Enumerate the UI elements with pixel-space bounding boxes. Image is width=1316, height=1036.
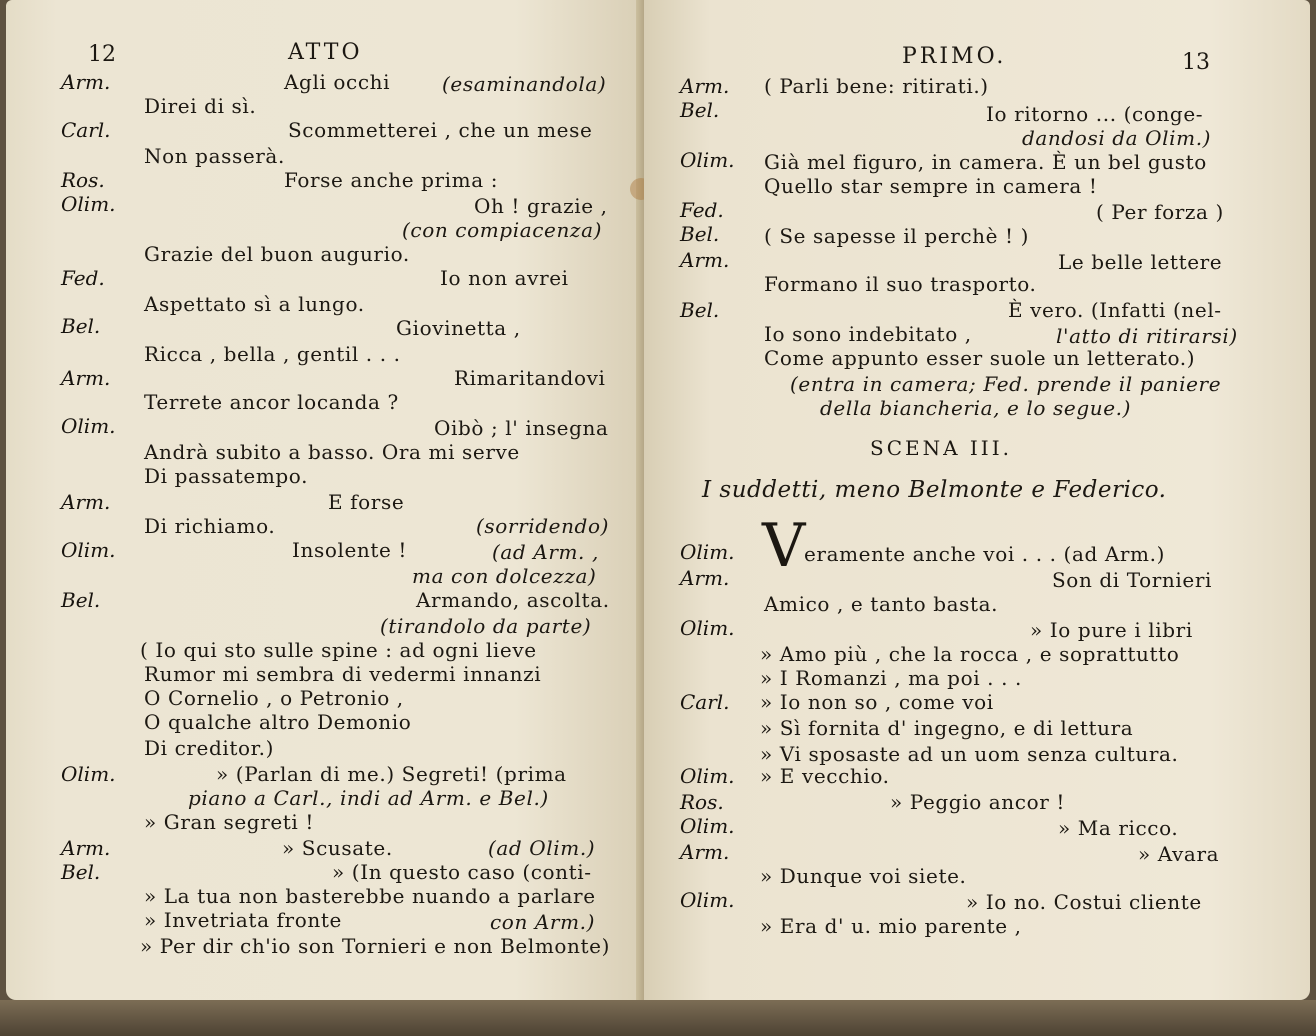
speaker-label: Olim. <box>680 888 735 912</box>
speaker-label: Olim. <box>680 616 735 640</box>
stage-direction: piano a Carl., indi ad Arm. e Bel.) <box>188 786 549 810</box>
speaker-label: Bel. <box>680 222 720 246</box>
verse-line: Rumor mi sembra di vedermi innanzi <box>144 662 542 686</box>
verse-line: Rimaritandovi <box>454 366 606 390</box>
page-edge-shadow <box>0 1000 1316 1036</box>
speaker-label: Olim. <box>680 764 735 788</box>
verse-line: Oh ! grazie , <box>474 194 608 218</box>
verse-line: Amico , e tanto basta. <box>764 592 999 616</box>
stage-direction: (ad Olim.) <box>488 836 596 860</box>
verse-line: » (In questo caso (conti- <box>332 860 592 884</box>
speaker-label: Arm. <box>680 248 730 272</box>
verse-line: ( Parli bene: ritirati.) <box>764 74 989 98</box>
verse-line: E forse <box>328 490 405 514</box>
verse-line: » Per dir ch'io son Tornieri e non Belmonte) <box>140 934 611 958</box>
verse-line: » Scusate. <box>282 836 393 860</box>
verse-line: Le belle lettere <box>1058 250 1223 274</box>
speaker-label: Arm. <box>680 74 730 98</box>
verse-line: Agli occhi <box>284 70 391 94</box>
stage-direction: l'atto di ritirarsi) <box>1056 324 1238 348</box>
verse-line: Scommetterei , che un mese <box>288 118 593 142</box>
verse-line: » Avara <box>1138 842 1220 866</box>
verse-line: » E vecchio. <box>760 764 890 788</box>
speaker-label: Olim. <box>61 414 116 438</box>
stage-direction: ma con dolcezza) <box>412 564 597 588</box>
speaker-label: Arm. <box>680 566 730 590</box>
verse-line: Di passatempo. <box>144 464 309 488</box>
verse-line: Come appunto esser suole un letterato.) <box>764 346 1196 370</box>
verse-line: » Amo più , che la rocca , e soprattutto <box>760 642 1180 666</box>
speaker-label: Bel. <box>61 314 101 338</box>
verse-line: Son di Tornieri <box>1052 568 1212 592</box>
left-page <box>6 0 642 1000</box>
speaker-label: Olim. <box>61 762 116 786</box>
verse-line: O Cornelio , o Petronio , <box>144 686 404 710</box>
verse-line: Ricca , bella , gentil . . . <box>144 342 401 366</box>
speaker-label: Bel. <box>61 860 101 884</box>
verse-line: Già mel figuro, in camera. È un bel gusto <box>764 150 1207 174</box>
verse-line: Aspettato sì a lungo. <box>144 292 365 316</box>
verse-line: ( Se sapesse il perchè ! ) <box>764 224 1030 248</box>
verse-line: Direi di sì. <box>144 94 257 118</box>
verse-line: Giovinetta , <box>396 316 521 340</box>
verse-line: » Invetriata fronte <box>144 908 342 932</box>
verse-line: ( Io qui sto sulle spine : ad ogni lieve <box>140 638 537 662</box>
stage-direction: (entra in camera; Fed. prende il paniere <box>790 372 1222 396</box>
verse-line: Io sono indebitato , <box>764 322 972 346</box>
running-header: PRIMO. <box>902 44 1007 69</box>
running-header: ATTO <box>288 40 363 65</box>
stage-direction: (con compiacenza) <box>402 218 602 242</box>
stage-direction: con Arm.) <box>490 910 596 934</box>
verse-line: Di creditor.) <box>144 736 274 760</box>
speaker-label: Fed. <box>680 198 724 222</box>
scene-heading: SCENA III. <box>870 436 1012 460</box>
stage-direction: dandosi da Olim.) <box>1022 126 1212 150</box>
stage-direction: della biancheria, e lo segue.) <box>820 396 1131 420</box>
speaker-label: Bel. <box>680 98 720 122</box>
verse-line: » Gran segreti ! <box>144 810 315 834</box>
verse-line: » Dunque voi siete. <box>760 864 967 888</box>
verse-line: Andrà subito a basso. Ora mi serve <box>144 440 520 464</box>
verse-line: » Vi sposaste ad un uom senza cultura. <box>760 742 1179 766</box>
speaker-label: Carl. <box>61 118 111 142</box>
verse-line: » La tua non basterebbe nuando a parlare <box>144 884 596 908</box>
speaker-label: Arm. <box>61 70 111 94</box>
verse-line: » Sì fornita d' ingegno, e di lettura <box>760 716 1134 740</box>
verse-line: Di richiamo. <box>144 514 276 538</box>
verse-line: Formano il suo trasporto. <box>764 272 1037 296</box>
verse-line: Io non avrei <box>440 266 569 290</box>
verse-line: Terrete ancor locanda ? <box>144 390 399 414</box>
verse-line: » Peggio ancor ! <box>890 790 1065 814</box>
scene-subtitle: I suddetti, meno Belmonte e Federico. <box>702 477 1167 503</box>
speaker-label: Carl. <box>680 690 730 714</box>
verse-line: ( Per forza ) <box>1096 200 1224 224</box>
verse-line: Oibò ; l' insegna <box>434 416 609 440</box>
verse-line: Quello star sempre in camera ! <box>764 174 1098 198</box>
speaker-label: Fed. <box>61 266 105 290</box>
verse-line: » (Parlan di me.) Segreti! (prima <box>216 762 567 786</box>
verse-line: » Io non so , come voi <box>760 690 994 714</box>
verse-line: È vero. (Infatti (nel- <box>1008 298 1222 322</box>
verse-line: Armando, ascolta. <box>416 588 610 612</box>
verse-line: Insolente ! <box>292 538 408 562</box>
verse-line: eramente anche voi . . . (ad Arm.) <box>804 542 1165 566</box>
stage-direction: (esaminandola) <box>442 72 607 96</box>
verse-line: Non passerà. <box>144 144 285 168</box>
speaker-label: Olim. <box>61 192 116 216</box>
stage-direction: (sorridendo) <box>476 514 609 538</box>
speaker-label: Ros. <box>680 790 724 814</box>
speaker-label: Arm. <box>61 836 111 860</box>
verse-line: » Io pure i libri <box>1030 618 1193 642</box>
speaker-label: Arm. <box>61 366 111 390</box>
speaker-label: Olim. <box>61 538 116 562</box>
page-number: 12 <box>88 42 116 67</box>
verse-line: » Era d' u. mio parente , <box>760 914 1022 938</box>
stage-direction: (tirandolo da parte) <box>380 614 592 638</box>
drop-cap: V <box>762 511 806 581</box>
verse-line: Forse anche prima : <box>284 168 499 192</box>
verse-line: O qualche altro Demonio <box>144 710 412 734</box>
right-page <box>644 0 1310 1000</box>
speaker-label: Olim. <box>680 814 735 838</box>
stage-direction: (ad Arm. , <box>492 540 599 564</box>
speaker-label: Bel. <box>680 298 720 322</box>
verse-line: Grazie del buon augurio. <box>144 242 410 266</box>
verse-line: » I Romanzi , ma poi . . . <box>760 666 1022 690</box>
speaker-label: Ros. <box>61 168 105 192</box>
speaker-label: Bel. <box>61 588 101 612</box>
verse-line: Io ritorno ... (conge- <box>986 102 1204 126</box>
speaker-label: Arm. <box>61 490 111 514</box>
speaker-label: Olim. <box>680 148 735 172</box>
page-number: 13 <box>1182 50 1210 75</box>
verse-line: » Io no. Costui cliente <box>966 890 1202 914</box>
speaker-label: Arm. <box>680 840 730 864</box>
speaker-label: Olim. <box>680 540 735 564</box>
verse-line: » Ma ricco. <box>1058 816 1179 840</box>
